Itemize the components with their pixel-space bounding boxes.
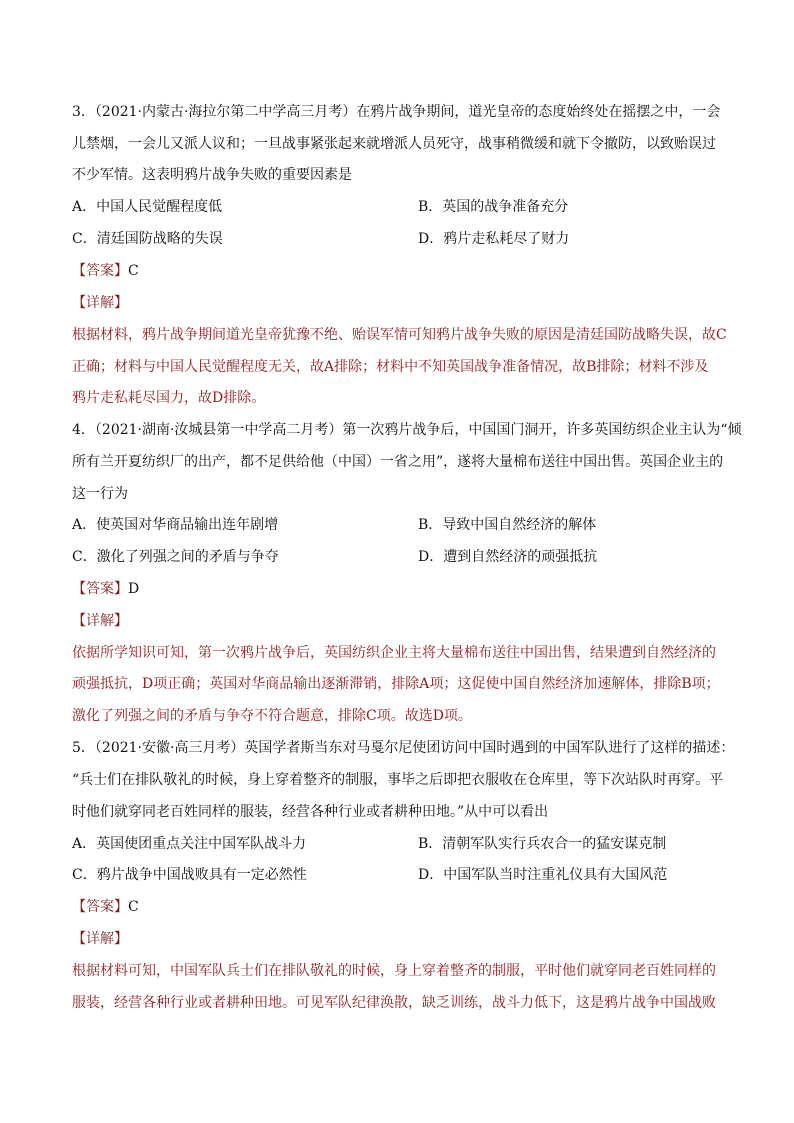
q5-explanation-line-2: 服装，经营各种行业或者耕种田地。可见军队纪律涣散，缺乏训练，战斗力低下，这是鸦片战争中国战败 xyxy=(72,995,716,1011)
q3-stem-line-1: 3．（2021·内蒙古·海拉尔第二中学高三月考）在鸦片战争期间，道光皇帝的态度始终处在摇摆之中，一会 xyxy=(72,104,721,120)
q4-explanation-line-1: 依据所学知识可知，第一次鸦片战争后，英国纺织企业主将大量棉布送往中国出售，结果遭到自然经济的 xyxy=(72,645,716,661)
q5-option-row-2 xyxy=(72,865,668,885)
answer-value: C xyxy=(128,263,139,279)
q3-explanation-line-1: 根据材料，鸦片战争期间道光皇帝犹豫不绝、贻误军情可知鸦片战争失败的原因是清廷国防战略失误，故C xyxy=(72,327,727,343)
q3-option-d: D．鸦片走私耗尽了财力 xyxy=(418,231,570,247)
q3-option-b: B．英国的战争准备充分 xyxy=(418,199,569,215)
detail-tag: 【详解】 xyxy=(72,295,128,311)
detail-tag: 【详解】 xyxy=(72,931,128,947)
q5-option-b: B．清朝军队实行兵农合一的猛安谋克制 xyxy=(418,836,667,852)
q5-stem-line-1: 5．（2021·安徽·高三月考）英国学者斯当东对马戛尔尼使团访问中国时遇到的中国军队进行了这样的描述： xyxy=(72,740,735,756)
q4-answer xyxy=(72,579,139,599)
q4-option-d: D．遭到自然经济的顽强抵抗 xyxy=(418,549,598,565)
q4-stem-line-2: 所有兰开夏纺织厂的出产，都不足供给他（中国）一省之用”，遂将大量棉布送往中国出售。英国企业主的 xyxy=(72,454,724,470)
q4-option-a: A．使英国对华商品输出连年剧增 xyxy=(72,517,279,533)
q4-stem-line-3: 这一行为 xyxy=(72,486,128,502)
answer-value: C xyxy=(128,899,139,915)
q3-explanation-line-2: 正确；材料与中国人民觉醒程度无关，故A排除；材料中不知英国战争准备情况，故B排除；材料不涉及 xyxy=(72,359,709,375)
q3-answer xyxy=(72,261,139,281)
q4-option-b: B．导致中国自然经济的解体 xyxy=(418,517,597,533)
q5-option-a: A．英国使团重点关注中国军队战斗力 xyxy=(72,836,307,852)
q5-answer xyxy=(72,897,139,917)
q5-stem-line-2: “兵士们在排队敬礼的时候，身上穿着整齐的制服，事毕之后即把衣服收在仓库里，等下次站队时再穿。平 xyxy=(72,772,724,788)
q3-detail-tag xyxy=(72,293,128,313)
q4-detail-tag xyxy=(72,611,128,631)
q4-option-row-2 xyxy=(72,547,598,567)
q4-stem-line-1: 4．（2021·湖南·汝城县第一中学高二月考）第一次鸦片战争后，中国国门洞开，许多英国纺织企业主认为“倾 xyxy=(72,422,742,438)
q3-explanation-line-3: 鸦片走私耗尽国力，故D排除。 xyxy=(72,390,266,406)
q4-explanation-line-2: 顽强抵抗，D项正确；英国对华商品输出逐渐滞销，排除A项；这促使中国自然经济加速解体，排除B项； xyxy=(72,676,720,692)
q3-option-a: A．中国人民觉醒程度低 xyxy=(72,199,223,215)
q5-detail-tag xyxy=(72,929,128,949)
q5-option-c: C．鸦片战争中国战败具有一定必然性 xyxy=(72,867,307,883)
q5-option-row-1 xyxy=(72,834,667,854)
answer-value: D xyxy=(128,581,140,597)
q5-explanation-line-1: 根据材料可知，中国军队兵士们在排队敬礼的时候，身上穿着整齐的制服，平时他们就穿同老百姓同样的 xyxy=(72,963,716,979)
q3-option-row-1 xyxy=(72,197,569,217)
q3-stem-line-3: 不少军情。这表明鸦片战争失败的重要因素是 xyxy=(72,167,352,183)
q3-stem-line-2: 儿禁烟，一会儿又派人议和；一旦战事紧张起来就增派人员死守，战事稍微缓和就下令撤防，以致贻误过 xyxy=(72,136,716,152)
q4-explanation-line-3: 激化了列强之间的矛盾与争夺不符合题意，排除C项。故选D项。 xyxy=(72,708,472,724)
answer-tag: 【答案】 xyxy=(72,581,128,597)
q5-stem-line-3: 时他们就穿同老百姓同样的服装，经营各种行业或者耕种田地。”从中可以看出 xyxy=(72,804,549,820)
q4-option-row-1 xyxy=(72,515,597,535)
q3-option-row-2 xyxy=(72,229,570,249)
q5-option-d: D．中国军队当时注重礼仪具有大国风范 xyxy=(418,867,668,883)
answer-tag: 【答案】 xyxy=(72,899,128,915)
q4-option-c: C．激化了列强之间的矛盾与争夺 xyxy=(72,549,279,565)
q3-option-c: C．清廷国防战略的失误 xyxy=(72,231,223,247)
answer-tag: 【答案】 xyxy=(72,263,128,279)
detail-tag: 【详解】 xyxy=(72,613,128,629)
